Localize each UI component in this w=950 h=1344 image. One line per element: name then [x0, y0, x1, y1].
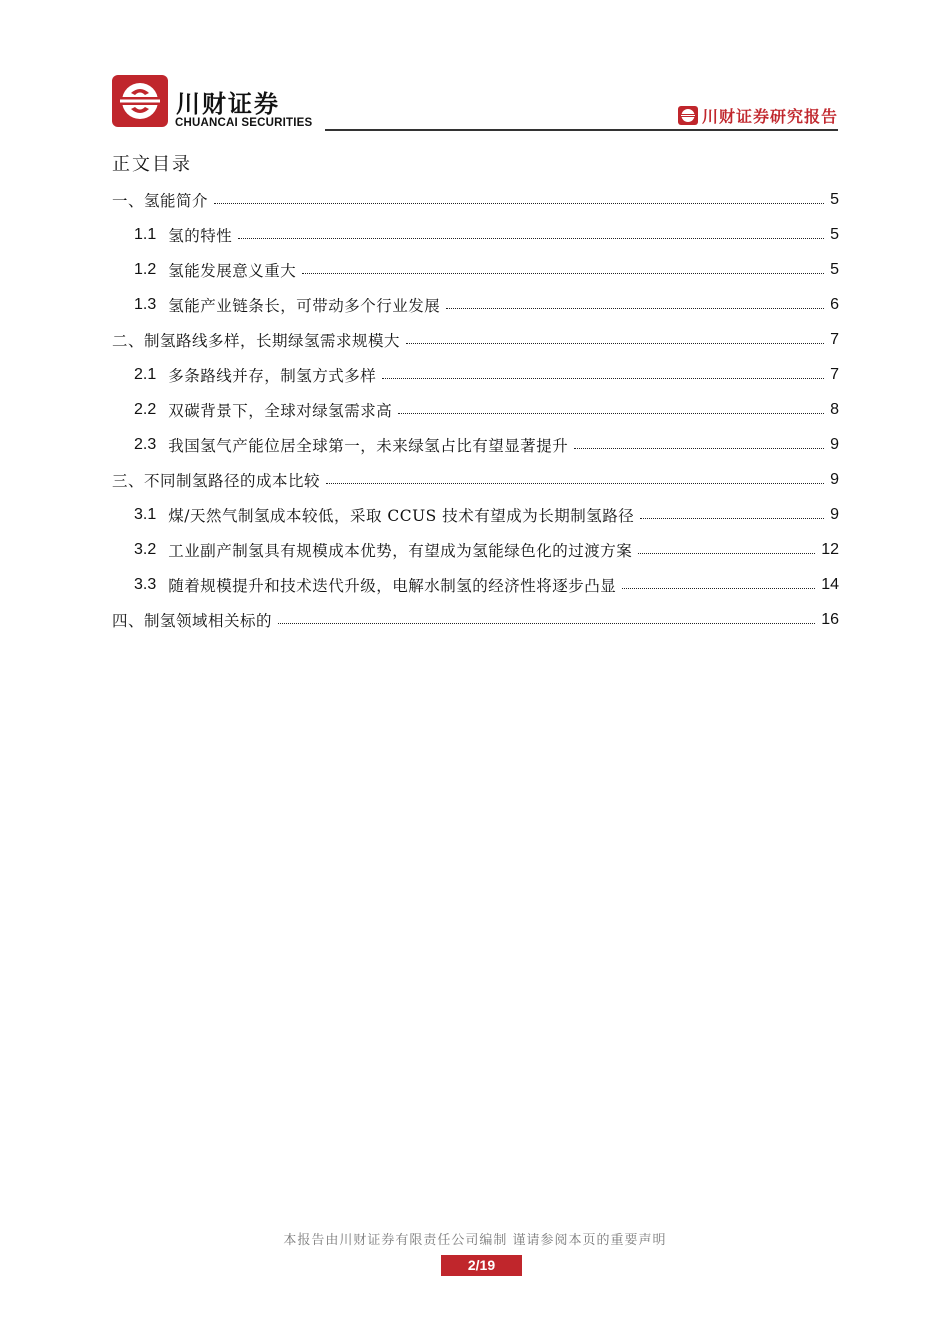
toc-entry[interactable] [112, 182, 839, 217]
header-divider [325, 129, 838, 131]
toc-dot-leader [238, 238, 824, 239]
toc-dot-leader [640, 518, 824, 519]
toc-entry-page: 9 [830, 470, 839, 488]
toc-entry[interactable] [112, 252, 839, 287]
toc-title: 正文目录 [112, 154, 192, 175]
toc-entry-page: 7 [830, 365, 839, 383]
toc-entry-page: 9 [830, 435, 839, 453]
toc-entry-label: 随着规模提升和技术迭代升级，电解水制氢的经济性将逐步凸显 [168, 576, 617, 595]
toc-entry[interactable] [112, 392, 839, 427]
toc-entry[interactable] [112, 287, 839, 322]
toc-entry[interactable] [112, 462, 839, 497]
toc-entry[interactable] [112, 427, 839, 462]
toc-entry[interactable] [112, 532, 839, 567]
toc-entry-number: 3.1 [134, 505, 157, 523]
toc-dot-leader [638, 553, 815, 554]
toc-entry-label: 工业副产制氢具有规模成本优势，有望成为氢能绿色化的过渡方案 [168, 541, 633, 560]
toc-entry-label: 双碳背景下，全球对绿氢需求高 [168, 401, 393, 420]
toc-entry-page: 12 [821, 540, 839, 558]
toc-entry-number: 3.3 [134, 575, 157, 593]
toc-dot-leader [406, 343, 824, 344]
toc-entry-page: 5 [830, 260, 839, 278]
toc-dot-leader [326, 483, 824, 484]
page-number-badge: 2/19 [441, 1255, 522, 1276]
toc-dot-leader [398, 413, 824, 414]
toc-dot-leader [278, 623, 815, 624]
toc-dot-leader [574, 448, 824, 449]
toc-entry-page: 5 [830, 190, 839, 208]
toc-entry-number: 2.2 [134, 400, 157, 418]
toc-entry[interactable] [112, 217, 839, 252]
toc-entry-page: 5 [830, 225, 839, 243]
toc-entry-number: 2.3 [134, 435, 157, 453]
report-tag-label: 川财证券研究报告 [701, 107, 838, 126]
brand-name-en: CHUANCAI SECURITIES [175, 117, 313, 129]
toc-entry-label: 氢能产业链条长，可带动多个行业发展 [168, 296, 441, 315]
toc-entry-label: 三、不同制氢路径的成本比较 [112, 471, 321, 490]
toc-dot-leader [446, 308, 824, 309]
toc-entry-number: 1.2 [134, 260, 157, 278]
toc-entry[interactable] [112, 322, 839, 357]
toc-entry-page: 16 [821, 610, 839, 628]
toc-entry[interactable] [112, 497, 839, 532]
toc-dot-leader [382, 378, 824, 379]
toc-entry-label: 我国氢气产能位居全球第一，未来绿氢占比有望显著提升 [168, 436, 569, 455]
toc-entry-page: 8 [830, 400, 839, 418]
toc-entry[interactable] [112, 357, 839, 392]
toc-entry-label: 二、制氢路线多样，长期绿氢需求规模大 [112, 331, 401, 350]
chuancai-mini-logo-icon [678, 106, 698, 125]
toc-entry-label: 氢能发展意义重大 [168, 261, 297, 280]
toc-entry-number: 1.1 [134, 225, 157, 243]
toc-entry[interactable] [112, 567, 839, 602]
toc-entry-page: 6 [830, 295, 839, 313]
brand-name-cn: 川财证券 [176, 90, 280, 118]
toc-dot-leader [214, 203, 824, 204]
toc-entry-number: 1.3 [134, 295, 157, 313]
toc-entry-label: 煤/天然气制氢成本较低，采取 CCUS 技术有望成为长期制氢路径 [168, 506, 635, 525]
report-tag [678, 104, 838, 127]
footer-disclaimer: 本报告由川财证券有限责任公司编制 谨请参阅本页的重要声明 [283, 1233, 667, 1248]
chuancai-logo-icon [112, 75, 168, 127]
toc-entry-number: 3.2 [134, 540, 157, 558]
toc-entry-label: 四、制氢领域相关标的 [112, 611, 273, 630]
toc-entry-label: 多条路线并存，制氢方式多样 [168, 366, 377, 385]
table-of-contents [112, 182, 839, 637]
toc-entry-page: 14 [821, 575, 839, 593]
toc-entry[interactable] [112, 602, 839, 637]
toc-dot-leader [622, 588, 815, 589]
toc-entry-label: 氢的特性 [168, 226, 233, 245]
page-header [0, 0, 950, 140]
toc-entry-page: 9 [830, 505, 839, 523]
toc-entry-label: 一、氢能简介 [112, 191, 209, 210]
toc-entry-page: 7 [830, 330, 839, 348]
toc-dot-leader [302, 273, 824, 274]
toc-entry-number: 2.1 [134, 365, 157, 383]
